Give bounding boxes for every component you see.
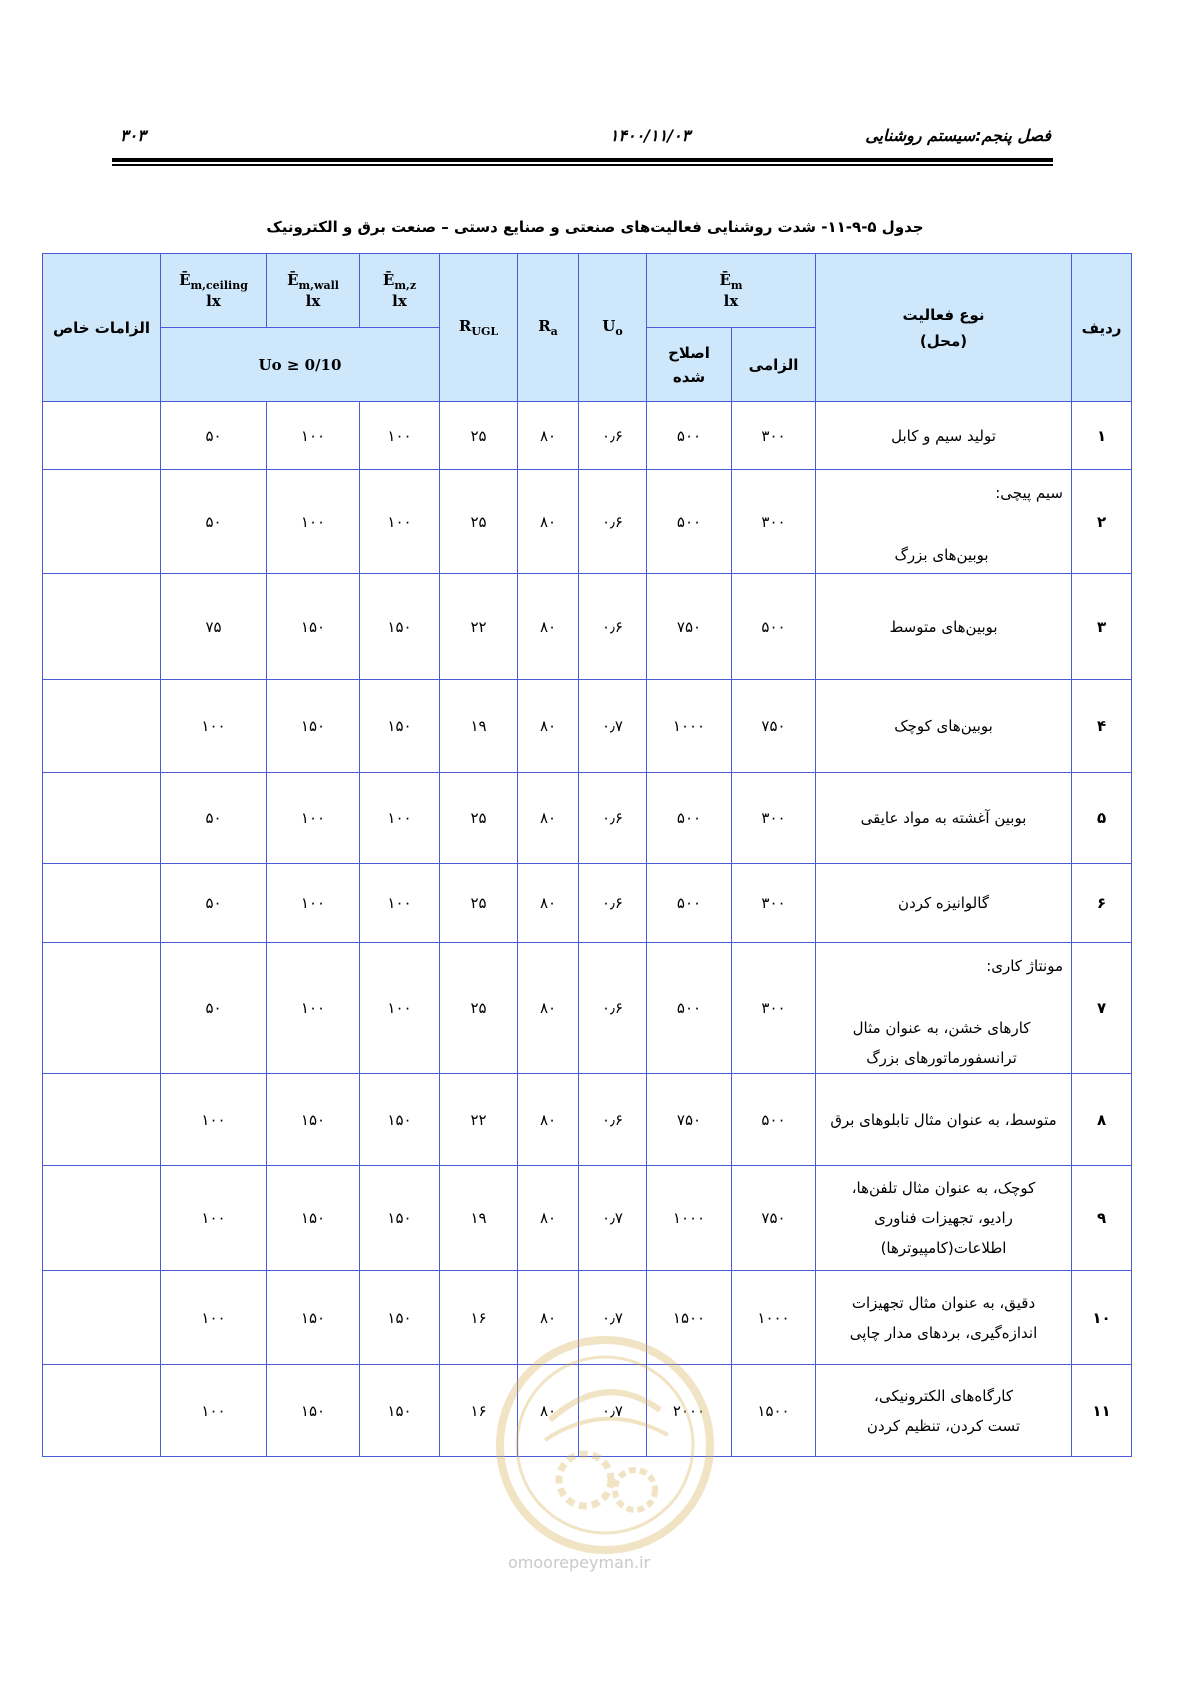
activity-cell (816, 1074, 1072, 1166)
activity-cell (816, 773, 1072, 864)
ra-cell: ۸۰ (518, 864, 579, 943)
modified-cell: ۱۵۰۰ (647, 1271, 732, 1365)
header-rugl: $R_{UGL}$ (440, 254, 518, 402)
activity-cell (816, 864, 1072, 943)
rugl-cell: ۱۶ (440, 1271, 518, 1365)
row-number-cell: ۱۰ (1072, 1271, 1132, 1365)
em-wall-cell: ۱۵۰ (267, 574, 360, 680)
activity-group-label: سیم پیچی: (995, 484, 1064, 502)
modified-cell: ۷۵۰ (647, 574, 732, 680)
activity-line: اندازه‌گیری، بردهای مدار چاپی (849, 1323, 1038, 1342)
uo-cell: ۰٫۶ (579, 1074, 647, 1166)
modified-cell: ۵۰۰ (647, 470, 732, 574)
ra-cell: ۸۰ (518, 470, 579, 574)
em-ceiling-cell: ۱۰۰ (161, 1271, 267, 1365)
special-cell (43, 773, 161, 864)
activity-line: ترانسفورماتورهای بزرگ (866, 1049, 1017, 1067)
em-z-cell: ۱۵۰ (360, 574, 440, 680)
em-ceiling-cell: ۱۰۰ (161, 1365, 267, 1457)
activity-line: رادیو، تجهیزات فناوری (874, 1209, 1013, 1227)
uo-cell: ۰٫۷ (579, 1365, 647, 1457)
em-ceiling-cell: ۵۰ (161, 864, 267, 943)
ra-cell: ۸۰ (518, 1074, 579, 1166)
row-number-cell: ۳ (1072, 574, 1132, 680)
table-row (43, 1074, 1132, 1166)
activity-line: اطلاعات(کامپیوترها) (880, 1239, 1007, 1257)
em-ceiling-cell: ۷۵ (161, 574, 267, 680)
rugl-cell: ۲۵ (440, 402, 518, 470)
header-em: $Ē_m$ lx (647, 254, 816, 328)
special-cell (43, 470, 161, 574)
rugl-cell: ۲۵ (440, 773, 518, 864)
em-ceiling-cell: ۱۰۰ (161, 1074, 267, 1166)
em-ceiling-cell: ۱۰۰ (161, 680, 267, 773)
mandatory-cell: ۳۰۰ (732, 402, 816, 470)
mandatory-cell: ۳۰۰ (732, 864, 816, 943)
em-wall-cell: ۱۰۰ (267, 470, 360, 574)
activity-line: بوبین‌های بزرگ (894, 546, 989, 564)
rugl-cell: ۲۲ (440, 1074, 518, 1166)
special-cell (43, 680, 161, 773)
row-number-cell: ۵ (1072, 773, 1132, 864)
row-number-cell: ۸ (1072, 1074, 1132, 1166)
ra-cell: ۸۰ (518, 773, 579, 864)
header-em-wall: $Ē_{m,wall}$ lx (267, 254, 360, 328)
table-row (43, 680, 1132, 773)
em-z-cell: ۱۵۰ (360, 1271, 440, 1365)
header-modified: اصلاح شده (647, 328, 732, 402)
row-number-cell: ۴ (1072, 680, 1132, 773)
row-number-cell: ۹ (1072, 1166, 1132, 1271)
watermark-url: omoorepeyman.ir (508, 1553, 651, 1572)
activity-line: بوبین‌های کوچک (894, 717, 993, 735)
activity-line: کارگاه‌های الکترونیکی، (874, 1386, 1013, 1405)
rugl-cell: ۱۶ (440, 1365, 518, 1457)
header-date: ۱۴۰۰/۱۱/۰۳ (609, 126, 691, 145)
watermark-seal-icon (490, 1330, 720, 1560)
modified-cell: ۵۰۰ (647, 402, 732, 470)
rugl-cell: ۱۹ (440, 680, 518, 773)
special-cell (43, 943, 161, 1074)
em-z-cell: ۱۰۰ (360, 470, 440, 574)
activity-line: کارهای خشن، به عنوان مثال (852, 1019, 1031, 1037)
rugl-cell: ۲۵ (440, 470, 518, 574)
uo-cell: ۰٫۶ (579, 470, 647, 574)
header-uo-condition: Uo ≥ 0/10 (161, 328, 440, 402)
activity-line: گالوانیزه کردن (898, 894, 989, 912)
ra-cell: ۸۰ (518, 943, 579, 1074)
em-wall-cell: ۱۵۰ (267, 1365, 360, 1457)
header-em-z: $Ē_{m,z}$ lx (360, 254, 440, 328)
em-z-cell: ۱۰۰ (360, 773, 440, 864)
em-wall-cell: ۱۵۰ (267, 1166, 360, 1271)
row-number-cell: ۱ (1072, 402, 1132, 470)
em-z-cell: ۱۵۰ (360, 1074, 440, 1166)
special-cell (43, 1166, 161, 1271)
em-z-cell: ۱۵۰ (360, 680, 440, 773)
activity-cell (816, 574, 1072, 680)
activity-cell (816, 943, 1072, 1074)
em-wall-cell: ۱۵۰ (267, 680, 360, 773)
mandatory-cell: ۵۰۰ (732, 574, 816, 680)
row-number-cell: ۶ (1072, 864, 1132, 943)
activity-cell (816, 680, 1072, 773)
header-row-number: ردیف (1072, 254, 1132, 402)
special-cell (43, 864, 161, 943)
header-special: الزامات خاص (43, 254, 161, 402)
activity-line: بوبین آغشته به مواد عایقی (860, 809, 1027, 827)
mandatory-cell: ۱۵۰۰ (732, 1365, 816, 1457)
rugl-cell: ۱۹ (440, 1166, 518, 1271)
header-activity: نوع فعالیت (محل) (816, 254, 1072, 402)
table-row (43, 470, 1132, 574)
em-wall-cell: ۱۰۰ (267, 773, 360, 864)
em-wall-cell: ۱۵۰ (267, 1074, 360, 1166)
table-row (43, 574, 1132, 680)
uo-cell: ۰٫۶ (579, 943, 647, 1074)
activity-cell (816, 470, 1072, 574)
em-z-cell: ۱۰۰ (360, 402, 440, 470)
uo-cell: ۰٫۶ (579, 773, 647, 864)
ra-cell: ۸۰ (518, 680, 579, 773)
header-em-ceiling: $Ē_{m,ceiling}$ lx (161, 254, 267, 328)
uo-cell: ۰٫۶ (579, 864, 647, 943)
special-cell (43, 1271, 161, 1365)
ra-cell: ۸۰ (518, 402, 579, 470)
table-row (43, 402, 1132, 470)
em-wall-cell: ۱۰۰ (267, 402, 360, 470)
mandatory-cell: ۷۵۰ (732, 1166, 816, 1271)
header-mandatory: الزامی (732, 328, 816, 402)
table-row (43, 943, 1132, 1074)
activity-line: تولید سیم و کابل (891, 426, 996, 445)
ra-cell: ۸۰ (518, 574, 579, 680)
table-caption: جدول ۵-۹-۱۱- شدت روشنایی فعالیت‌های صنعتی و صنایع دستی – صنعت برق و الکترونیک (266, 218, 924, 236)
special-cell (43, 1365, 161, 1457)
activity-cell (816, 1166, 1072, 1271)
em-ceiling-cell: ۵۰ (161, 402, 267, 470)
activity-line: متوسط، به عنوان مثال تابلوهای برق (830, 1110, 1057, 1129)
em-ceiling-cell: ۵۰ (161, 773, 267, 864)
rugl-cell: ۲۵ (440, 864, 518, 943)
activity-cell (816, 402, 1072, 470)
ra-cell: ۸۰ (518, 1271, 579, 1365)
mandatory-cell: ۷۵۰ (732, 680, 816, 773)
ra-cell: ۸۰ (518, 1166, 579, 1271)
header-rule-thin (112, 164, 1053, 166)
modified-cell: ۲۰۰۰ (647, 1365, 732, 1457)
em-wall-cell: ۱۰۰ (267, 943, 360, 1074)
activity-line: بوبین‌های متوسط (889, 617, 998, 636)
em-z-cell: ۱۰۰ (360, 864, 440, 943)
em-z-cell: ۱۰۰ (360, 943, 440, 1074)
chapter-title: فصل پنجم:سیستم روشنایی (865, 126, 1051, 145)
uo-cell: ۰٫۷ (579, 1271, 647, 1365)
modified-cell: ۷۵۰ (647, 1074, 732, 1166)
header-uo: $U_o$ (579, 254, 647, 402)
row-number-cell: ۷ (1072, 943, 1132, 1074)
rugl-cell: ۲۲ (440, 574, 518, 680)
em-wall-cell: ۱۰۰ (267, 864, 360, 943)
em-ceiling-cell: ۵۰ (161, 470, 267, 574)
mandatory-cell: ۵۰۰ (732, 1074, 816, 1166)
activity-line: کوچک، به عنوان مثال تلفن‌ها، (851, 1179, 1036, 1197)
mandatory-cell: ۳۰۰ (732, 470, 816, 574)
ra-cell: ۸۰ (518, 1365, 579, 1457)
special-cell (43, 1074, 161, 1166)
special-cell (43, 574, 161, 680)
header-ra: $R_a$ (518, 254, 579, 402)
header-rule-thick (112, 158, 1053, 162)
em-z-cell: ۱۵۰ (360, 1365, 440, 1457)
modified-cell: ۱۰۰۰ (647, 680, 732, 773)
special-cell (43, 402, 161, 470)
em-ceiling-cell: ۵۰ (161, 943, 267, 1074)
activity-cell (816, 1365, 1072, 1457)
page-number: ۳۰۳ (120, 126, 146, 145)
mandatory-cell: ۳۰۰ (732, 773, 816, 864)
modified-cell: ۱۰۰۰ (647, 1166, 732, 1271)
rugl-cell: ۲۵ (440, 943, 518, 1074)
row-number-cell: ۱۱ (1072, 1365, 1132, 1457)
uo-cell: ۰٫۶ (579, 574, 647, 680)
activity-group-label: مونتاژ کاری: (986, 957, 1064, 975)
activity-line: دقیق، به عنوان مثال تجهیزات (851, 1293, 1036, 1312)
table-row (43, 773, 1132, 864)
uo-cell: ۰٫۶ (579, 402, 647, 470)
mandatory-cell: ۳۰۰ (732, 943, 816, 1074)
row-number-cell: ۲ (1072, 470, 1132, 574)
modified-cell: ۵۰۰ (647, 773, 732, 864)
em-z-cell: ۱۵۰ (360, 1166, 440, 1271)
uo-cell: ۰٫۷ (579, 1166, 647, 1271)
mandatory-cell: ۱۰۰۰ (732, 1271, 816, 1365)
table-row (43, 864, 1132, 943)
modified-cell: ۵۰۰ (647, 943, 732, 1074)
modified-cell: ۵۰۰ (647, 864, 732, 943)
activity-line: تست کردن، تنظیم کردن (866, 1416, 1021, 1435)
activity-cell (816, 1271, 1072, 1365)
em-wall-cell: ۱۵۰ (267, 1271, 360, 1365)
illuminance-table (42, 253, 1132, 1457)
uo-cell: ۰٫۷ (579, 680, 647, 773)
table-row (43, 1166, 1132, 1271)
em-ceiling-cell: ۱۰۰ (161, 1166, 267, 1271)
